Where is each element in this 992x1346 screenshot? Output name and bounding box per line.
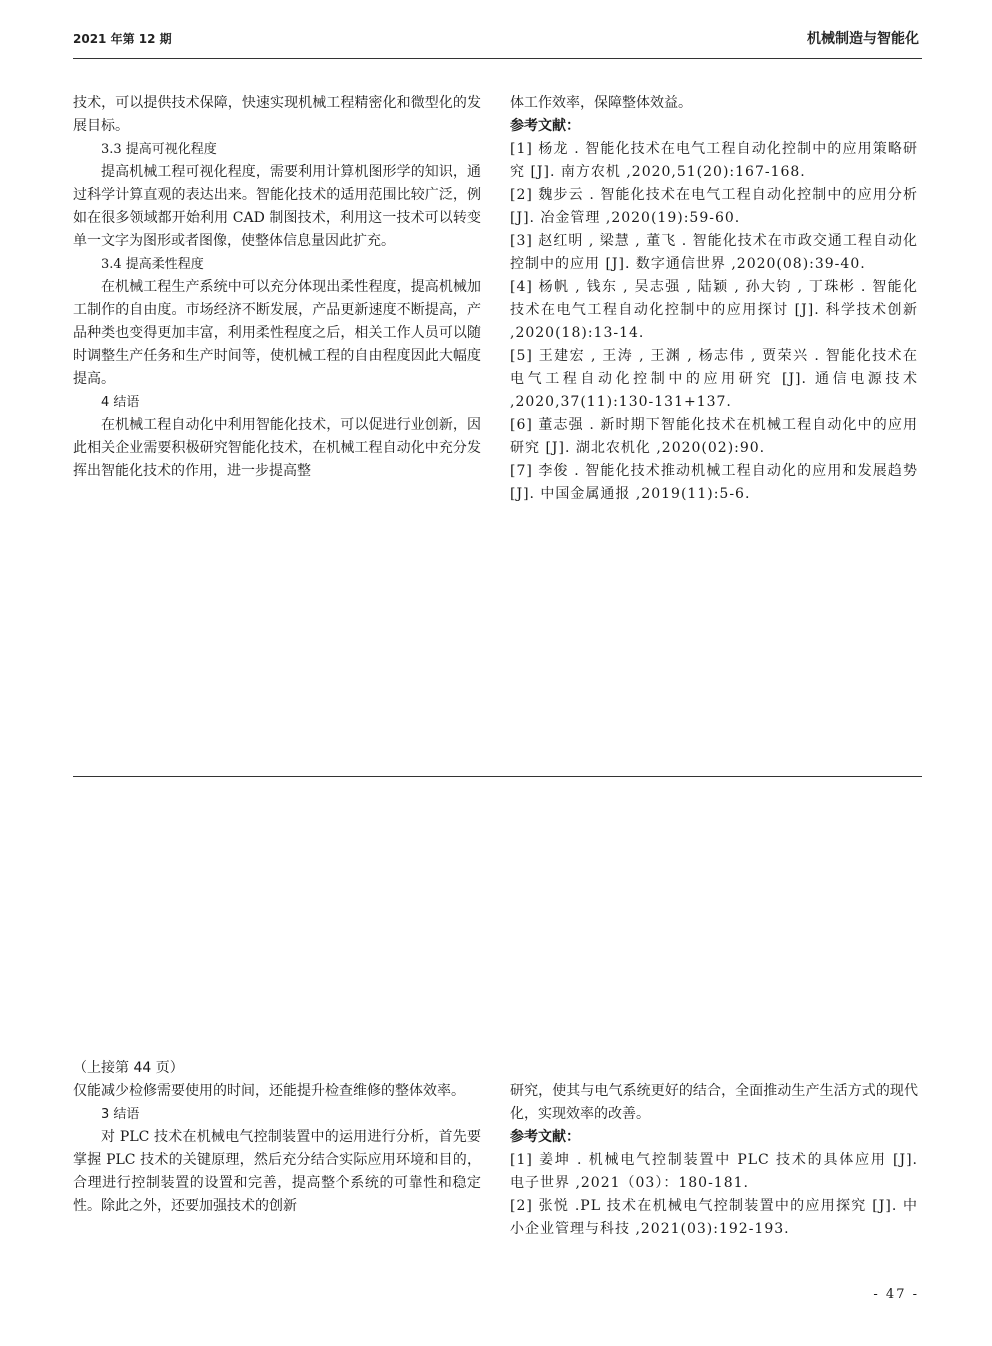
section-heading: 3.4 提高柔性程度 (101, 257, 204, 272)
reference-item: [2] 张悦 .PL 技术在机械电气控制装置中的应用探究 [J]. 中小企业管理与科技 ,2021(03):192-193. (510, 1198, 918, 1237)
reference-item: [1] 杨龙 . 智能化技术在电气工程自动化控制中的应用策略研究 [J]. 南方农机 ,2020,51(20):167-168. (510, 141, 918, 180)
paragraph: 仅能减少检修需要使用的时间，还能提升检查维修的整体效率。 (73, 1083, 465, 1099)
reference-item: [3] 赵红明 , 梁慧 , 董飞 . 智能化技术在市政交通工程自动化控制中的应用 [J]. 数字通信世界 ,2020(08):39-40. (510, 233, 918, 272)
paragraph: 提高机械工程可视化程度，需要利用计算机图形学的知识，通过科学计算直观的表达出来。智能化技术的适用范围比较广泛，例如在很多领域都开始利用 CAD 制图技术，利用这一技术可以转变单一文字为图形或者图像，使整体信息量因此扩充。 (73, 164, 481, 249)
reference-item: [5] 王建宏 , 王涛 , 王渊 , 杨志伟 , 贾荣兴 . 智能化技术在电气工程自动化控制中的应用研究 [J]. 通信电源技术 ,2020,37(11):130-131+137. (510, 348, 918, 410)
references-heading: 参考文献： (510, 1129, 580, 1145)
paragraph: 技术，可以提供技术保障，快速实现机械工程精密化和微型化的发展目标。 (73, 95, 481, 134)
header-rule (73, 58, 922, 59)
top-left-column (73, 92, 481, 483)
bottom-right-column (510, 1080, 918, 1241)
issue-label: 2021 年第 12 期 (73, 32, 172, 46)
bottom-left-column (73, 1080, 481, 1218)
journal-title: 机械制造与智能化 (807, 31, 919, 47)
reference-item: [4] 杨帆 , 钱东 , 吴志强 , 陆颖 , 孙大钧 , 丁珠彬 . 智能化技术在电气工程自动化控制中的应用探讨 [J]. 科学技术创新 ,2020(18):13-14. (510, 279, 918, 341)
reference-item: [1] 姜坤 . 机械电气控制装置中 PLC 技术的具体应用 [J]. 电子世界 ,2021（03）：180-181. (510, 1152, 918, 1191)
top-right-column (510, 92, 918, 506)
continued-from-label: （上接第 44 页） (73, 1060, 184, 1076)
section-divider (73, 776, 922, 777)
paragraph: 体工作效率，保障整体效益。 (510, 95, 692, 111)
paragraph: 在机械工程自动化中利用智能化技术，可以促进行业创新，因此相关企业需要积极研究智能化技术，在机械工程自动化中充分发挥出智能化技术的作用，进一步提高整 (73, 417, 481, 479)
paragraph: 在机械工程生产系统中可以充分体现出柔性程度，提高机械加工制作的自由度。市场经济不断发展，产品更新速度不断提高，产品种类也变得更加丰富，利用柔性程度之后，相关工作人员可以随时调整生产任务和生产时间等，使机械工程的自由程度因此大幅度提高。 (73, 279, 481, 387)
section-heading: 4 结语 (101, 395, 140, 410)
reference-item: [7] 李俊 . 智能化技术推动机械工程自动化的应用和发展趋势 [J]. 中国金属通报 ,2019(11):5-6. (510, 463, 918, 502)
paragraph: 研究，使其与电气系统更好的结合，全面推动生产生活方式的现代化，实现效率的改善。 (510, 1083, 918, 1122)
page-number: - 47 - (873, 1287, 919, 1302)
section-heading: 3.3 提高可视化程度 (101, 142, 217, 157)
paragraph: 对 PLC 技术在机械电气控制装置中的运用进行分析，首先要掌握 PLC 技术的关键原理，然后充分结合实际应用环境和目的，合理进行控制装置的设置和完善，提高整个系统的可靠性和稳定性。除此之外，还要加强技术的创新 (73, 1129, 481, 1214)
reference-item: [6] 董志强 . 新时期下智能化技术在机械工程自动化中的应用研究 [J]. 湖北农机化 ,2020(02):90. (510, 417, 918, 456)
references-heading: 参考文献： (510, 118, 580, 134)
section-heading: 3 结语 (101, 1107, 140, 1122)
reference-item: [2] 魏步云 . 智能化技术在电气工程自动化控制中的应用分析 [J]. 冶金管理 ,2020(19):59-60. (510, 187, 918, 226)
